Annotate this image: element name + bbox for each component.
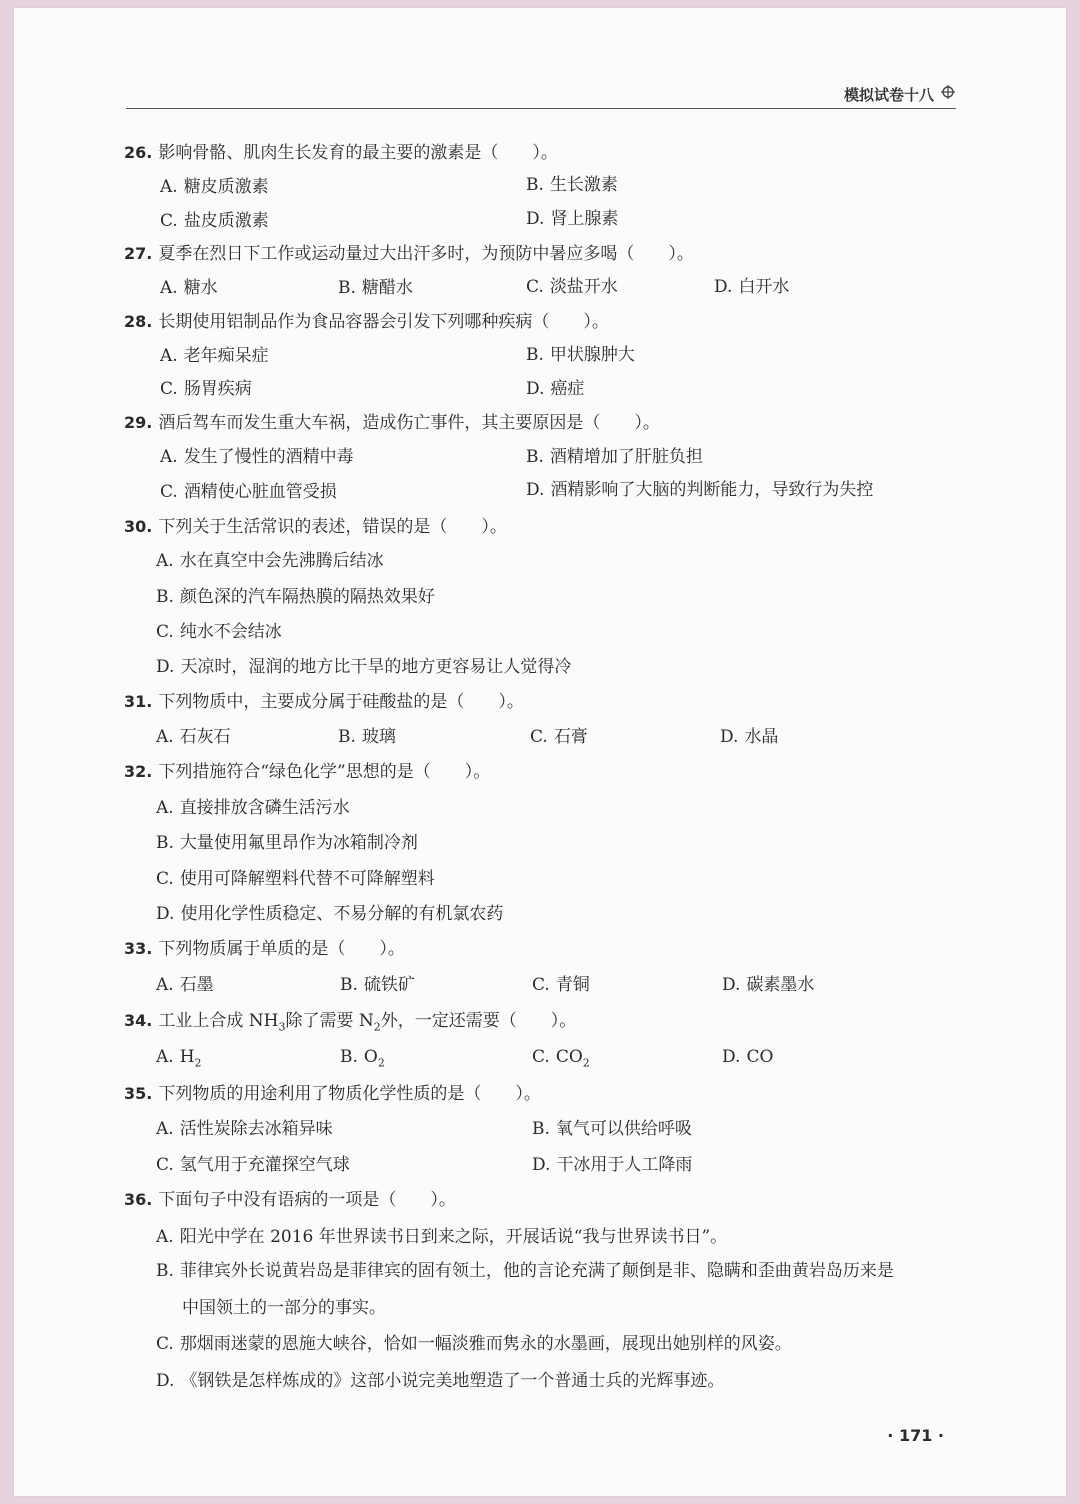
option: D. 癌症 [526,379,585,399]
option: B. 甲状腺肿大 [526,345,635,365]
option-continuation: 中国领土的一部分的事实。 [182,1298,386,1318]
question-stem: 29. 酒后驾车而发生重大车祸，造成伤亡事件，其主要原因是（ ）。 [124,413,660,433]
option: A. 活性炭除去冰箱异味 [156,1119,333,1139]
option: D. 使用化学性质稳定、不易分解的有机氯农药 [156,904,504,924]
option: C. 那烟雨迷蒙的恩施大峡谷，恰如一幅淡雅而隽永的水墨画，展现出她别样的风姿。 [156,1334,792,1354]
option: B. $O_2$ [340,1047,385,1070]
option: B. 生长激素 [526,175,618,195]
page-header [126,78,956,108]
option: D. 肾上腺素 [526,209,619,229]
option: C. 使用可降解塑料代替不可降解塑料 [156,869,435,889]
question-stem: 27. 夏季在烈日下工作或运动量过大出汗多时，为预防中暑应多喝（ ）。 [124,244,694,264]
question-stem: 36. 下面句子中没有语病的一项是（ ）。 [124,1190,456,1210]
question-stem: 30. 下列关于生活常识的表述，错误的是（ ）。 [124,517,507,537]
option: A. 发生了慢性的酒精中毒 [160,447,354,467]
option: B. 玻璃 [338,727,396,747]
option: B. 硫铁矿 [340,975,415,995]
option: D. 碳素墨水 [722,975,815,995]
option: A. 水在真空中会先沸腾后结冰 [156,551,384,571]
question-stem: 33. 下列物质属于单质的是（ ）。 [124,939,405,959]
option: A. 石墨 [156,975,214,995]
option: C. 纯水不会结冰 [156,622,282,642]
question-stem: 26. 影响骨骼、肌肉生长发育的最主要的激素是（ ）。 [124,143,558,163]
crosshair-icon [940,84,956,100]
option: D. 白开水 [714,277,790,297]
option: D. 干冰用于人工降雨 [532,1155,693,1175]
option: C. 肠胃疾病 [160,379,252,399]
option: A. 石灰石 [156,727,231,747]
option: A. 糖水 [160,278,218,298]
option: D. 水晶 [720,727,779,747]
option: B. 大量使用氟里昂作为冰箱制冷剂 [156,833,418,853]
option: C. 盐皮质激素 [160,211,269,231]
option: A. 阳光中学在 2016 年世界读书日到来之际，开展话说“我与世界读书日”。 [156,1227,728,1247]
option: B. 酒精增加了肝脏负担 [526,447,703,467]
option: C. 淡盐开水 [526,277,618,297]
option: B. 氧气可以供给呼吸 [532,1119,692,1139]
option: C. $CO_2$ [532,1047,590,1070]
option: D. CO [722,1047,774,1067]
option: A. $H_2$ [156,1047,202,1070]
question-stem: 34. 工业上合成 $NH_3$除了需要 $N_2$外，一定还需要（ ）。 [124,1011,577,1034]
option: B. 糖醋水 [338,278,413,298]
option: D. 酒精影响了大脑的判断能力，导致行为失控 [526,480,874,500]
question-stem: 35. 下列物质的用途利用了物质化学性质的是（ ）。 [124,1084,541,1104]
option: C. 酒精使心脏血管受损 [160,482,337,502]
page-number: · 171 · [887,1426,944,1445]
option: D. 《钢铁是怎样炼成的》这部小说完美地塑造了一个普通士兵的光辉事迹。 [156,1371,725,1391]
question-stem: 28. 长期使用铝制品作为食品容器会引发下列哪种疾病（ ）。 [124,312,609,332]
question-stem: 32. 下列措施符合“绿色化学”思想的是（ ）。 [124,762,491,782]
option: B. 菲律宾外长说黄岩岛是菲律宾的固有领土，他的言论充满了颠倒是非、隐瞒和歪曲黄岩岛历来是 [156,1261,894,1281]
option: D. 天凉时，湿润的地方比干旱的地方更容易让人觉得冷 [156,657,572,677]
question-stem: 31. 下列物质中，主要成分属于硅酸盐的是（ ）。 [124,692,524,712]
header-rule [126,108,956,109]
option: C. 石膏 [530,727,588,747]
option: B. 颜色深的汽车隔热膜的隔热效果好 [156,587,435,607]
option: C. 青铜 [532,975,590,995]
exam-page [14,8,1066,1496]
header-title: 模拟试卷十八 [843,86,934,104]
option: A. 糖皮质激素 [160,177,269,197]
option: C. 氢气用于充灌探空气球 [156,1155,350,1175]
option: A. 老年痴呆症 [160,346,269,366]
option: A. 直接排放含磷生活污水 [156,798,350,818]
